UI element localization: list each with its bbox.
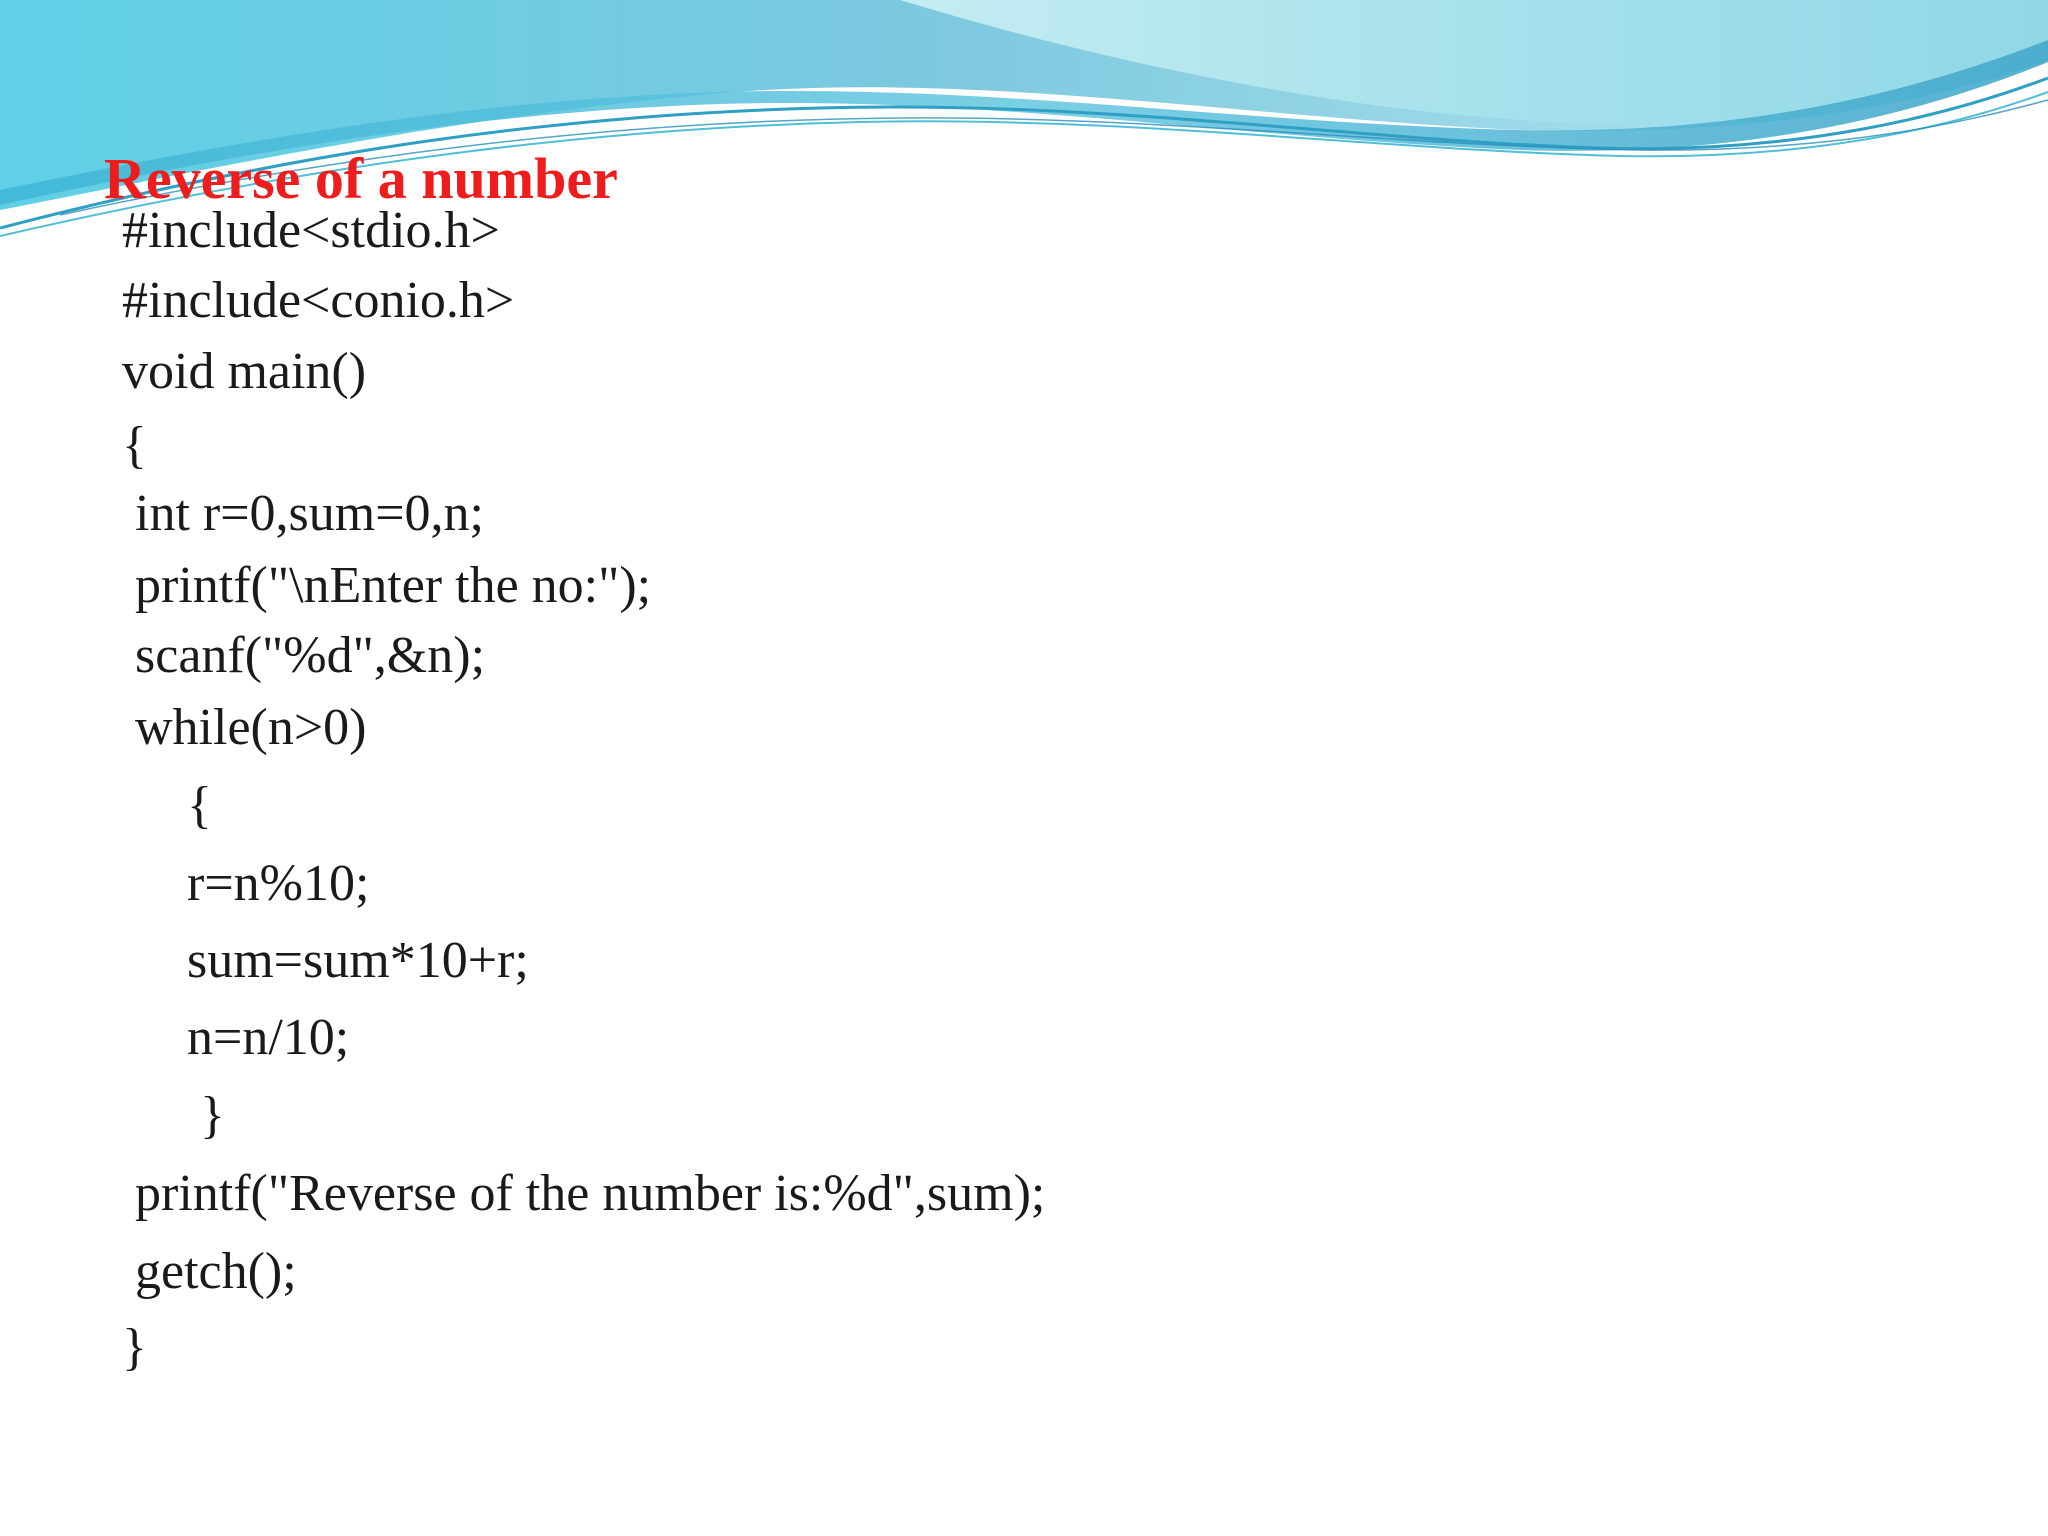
code-line: while(n>0) xyxy=(122,699,367,756)
code-line: #include<stdio.h> xyxy=(122,202,500,259)
code-line: } xyxy=(122,1087,225,1144)
slide-title: Reverse of a number xyxy=(104,146,618,211)
code-line: void main() xyxy=(122,343,367,400)
code-line: r=n%10; xyxy=(122,855,370,912)
code-line: printf("Reverse of the number is:%d",sum); xyxy=(122,1165,1046,1222)
code-line: { xyxy=(122,777,212,834)
code-line: sum=sum*10+r; xyxy=(122,932,529,989)
code-line: int r=0,sum=0,n; xyxy=(122,485,484,542)
code-line: n=n/10; xyxy=(122,1009,350,1066)
code-line: } xyxy=(122,1319,147,1376)
code-line: printf("\nEnter the no:"); xyxy=(122,557,652,614)
code-line: { xyxy=(122,417,147,474)
code-line: getch(); xyxy=(122,1243,297,1300)
code-block xyxy=(122,0,1922,1536)
code-line: #include<conio.h> xyxy=(122,272,515,329)
code-line: scanf("%d",&n); xyxy=(122,627,486,684)
